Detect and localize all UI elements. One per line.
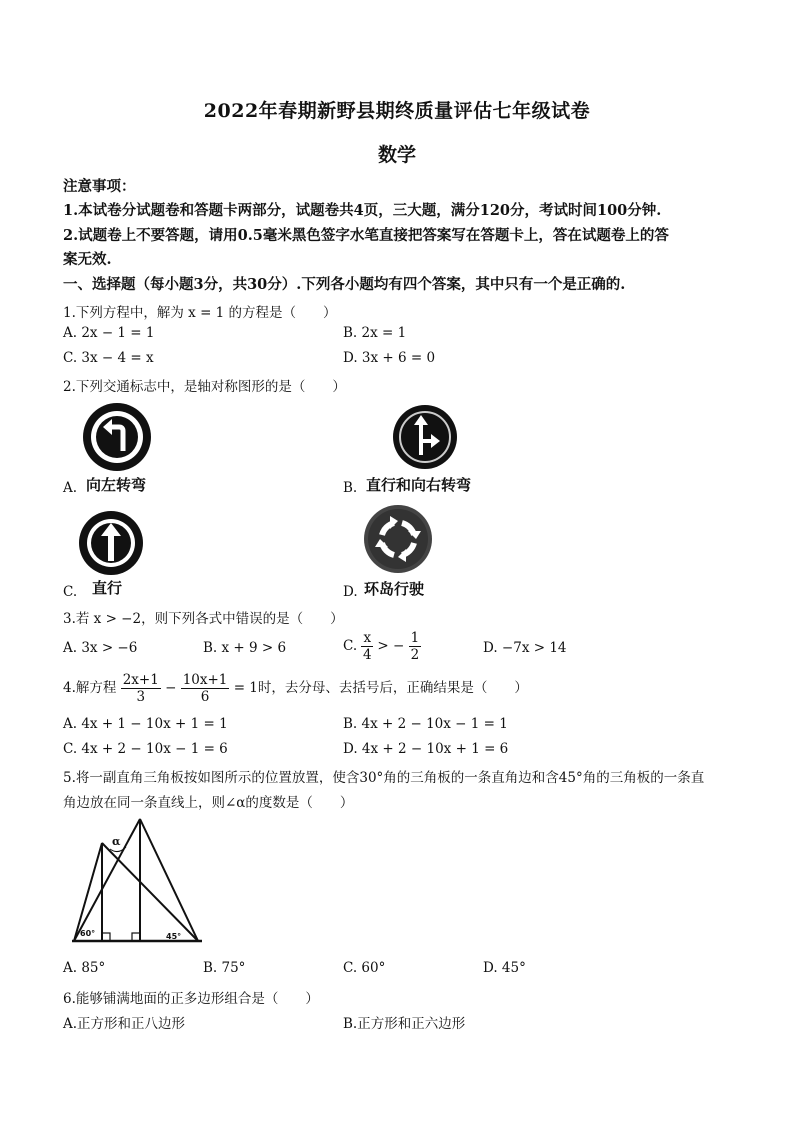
q5-45-degree-label: 45° [166, 932, 182, 941]
q4-stem-suffix: = 1时，去分母、去括号后，正确结果是（ ） [233, 680, 528, 696]
q2-option-b-letter: B. [343, 480, 358, 496]
q3-fraction-1-num: x [363, 630, 372, 646]
notice-item-2-cont: 案无效. [63, 251, 112, 268]
q1-option-a: A. 2x − 1 = 1 [63, 325, 155, 341]
q4-stem [63, 672, 528, 705]
q5-triangles-figure [70, 815, 205, 947]
q1-option-b: B. 2x = 1 [343, 325, 407, 341]
straight-sign-icon [79, 511, 143, 575]
notice-item-1: 1.本试卷分试题卷和答题卡两部分，试题卷共4页，三大题，满分120分，考试时间100分钟. [63, 202, 662, 219]
q5-stem-line-2: 角边放在同一条直线上，则∠α的度数是（ ） [63, 795, 354, 811]
q2-option-c-letter: C. [63, 584, 78, 600]
q3-fraction-1 [361, 630, 373, 663]
q6-option-a: A.正方形和正八边形 [63, 1016, 186, 1032]
q3-fraction-2 [409, 630, 422, 663]
q5-alpha-label: α [112, 835, 121, 848]
q1-option-c: C. 3x − 4 = x [63, 350, 154, 366]
q4-minus: − [165, 680, 177, 696]
q3-stem: 3.若 x > −2，则下列各式中错误的是（ ） [63, 611, 344, 627]
q3-fraction-2-num: 1 [410, 630, 420, 646]
q2-option-a-letter: A. [63, 480, 78, 496]
q4-option-b: B. 4x + 2 − 10x − 1 = 1 [343, 716, 508, 732]
turn-left-sign-icon [83, 403, 151, 471]
notice-heading: 注意事项： [63, 178, 136, 195]
q4-fraction-1-den: 3 [136, 689, 146, 705]
q1-stem: 1.下列方程中，解为 x = 1 的方程是（ ） [63, 305, 337, 321]
q2-option-d-letter: D. [343, 584, 358, 600]
exam-title: 2022年春期新野县期终质量评估七年级试卷 [203, 100, 591, 122]
q3-option-c [343, 630, 421, 663]
q2-option-c-label: 直行 [92, 579, 123, 597]
q4-option-a: A. 4x + 1 − 10x + 1 = 1 [63, 716, 228, 732]
roundabout-sign-icon [364, 505, 432, 573]
q2-option-b-label: 直行和向右转弯 [366, 476, 472, 494]
q5-option-a: A. 85° [63, 960, 106, 976]
q4-fraction-2-den: 6 [200, 689, 210, 705]
q2-stem: 2.下列交通标志中，是轴对称图形的是（ ） [63, 379, 346, 395]
q1-option-d: D. 3x + 6 = 0 [343, 350, 436, 366]
q3-option-d: D. −7x > 14 [483, 640, 567, 656]
q4-fraction-2 [181, 672, 230, 705]
q4-stem-prefix: 4.解方程 [63, 680, 117, 696]
q4-option-c: C. 4x + 2 − 10x − 1 = 6 [63, 741, 228, 757]
q4-fraction-2-num: 10x+1 [182, 672, 228, 688]
q3-fraction-1-den: 4 [362, 647, 372, 663]
q3-option-a: A. 3x > −6 [63, 640, 138, 656]
q4-option-d: D. 4x + 2 − 10x + 1 = 6 [343, 741, 509, 757]
exam-subject: 数学 [377, 144, 416, 166]
q5-option-b: B. 75° [203, 960, 246, 976]
q3-option-c-mid: > − [377, 638, 405, 654]
notice-item-2: 2.试题卷上不要答题，请用0.5毫米黑色签字水笔直接把答案写在答题卡上，答在试题卷上的答 [63, 227, 669, 244]
q3-option-c-letter: C. [343, 638, 358, 654]
q2-option-d-label: 环岛行驶 [364, 580, 425, 598]
q3-fraction-2-den: 2 [410, 647, 420, 663]
straight-or-right-sign-icon [393, 405, 457, 469]
q6-option-b: B.正方形和正六边形 [343, 1016, 466, 1032]
q2-option-a-label: 向左转弯 [86, 476, 147, 494]
q3-option-b: B. x + 9 > 6 [203, 640, 287, 656]
q6-stem: 6.能够铺满地面的正多边形组合是（ ） [63, 991, 319, 1007]
q5-stem-line-1: 5.将一副直角三角板按如图所示的位置放置，使含30°角的三角板的一条直角边和含45°角的三角板的一条直 [63, 770, 705, 786]
q5-60-degree-label: 60° [80, 929, 96, 938]
section-1-heading: 一、选择题（每小题3分，共30分）.下列各小题均有四个答案，其中只有一个是正确的. [63, 276, 626, 293]
q5-option-c: C. 60° [343, 960, 386, 976]
q5-option-d: D. 45° [483, 960, 526, 976]
q4-fraction-1 [121, 672, 161, 705]
q4-fraction-1-num: 2x+1 [122, 672, 159, 688]
